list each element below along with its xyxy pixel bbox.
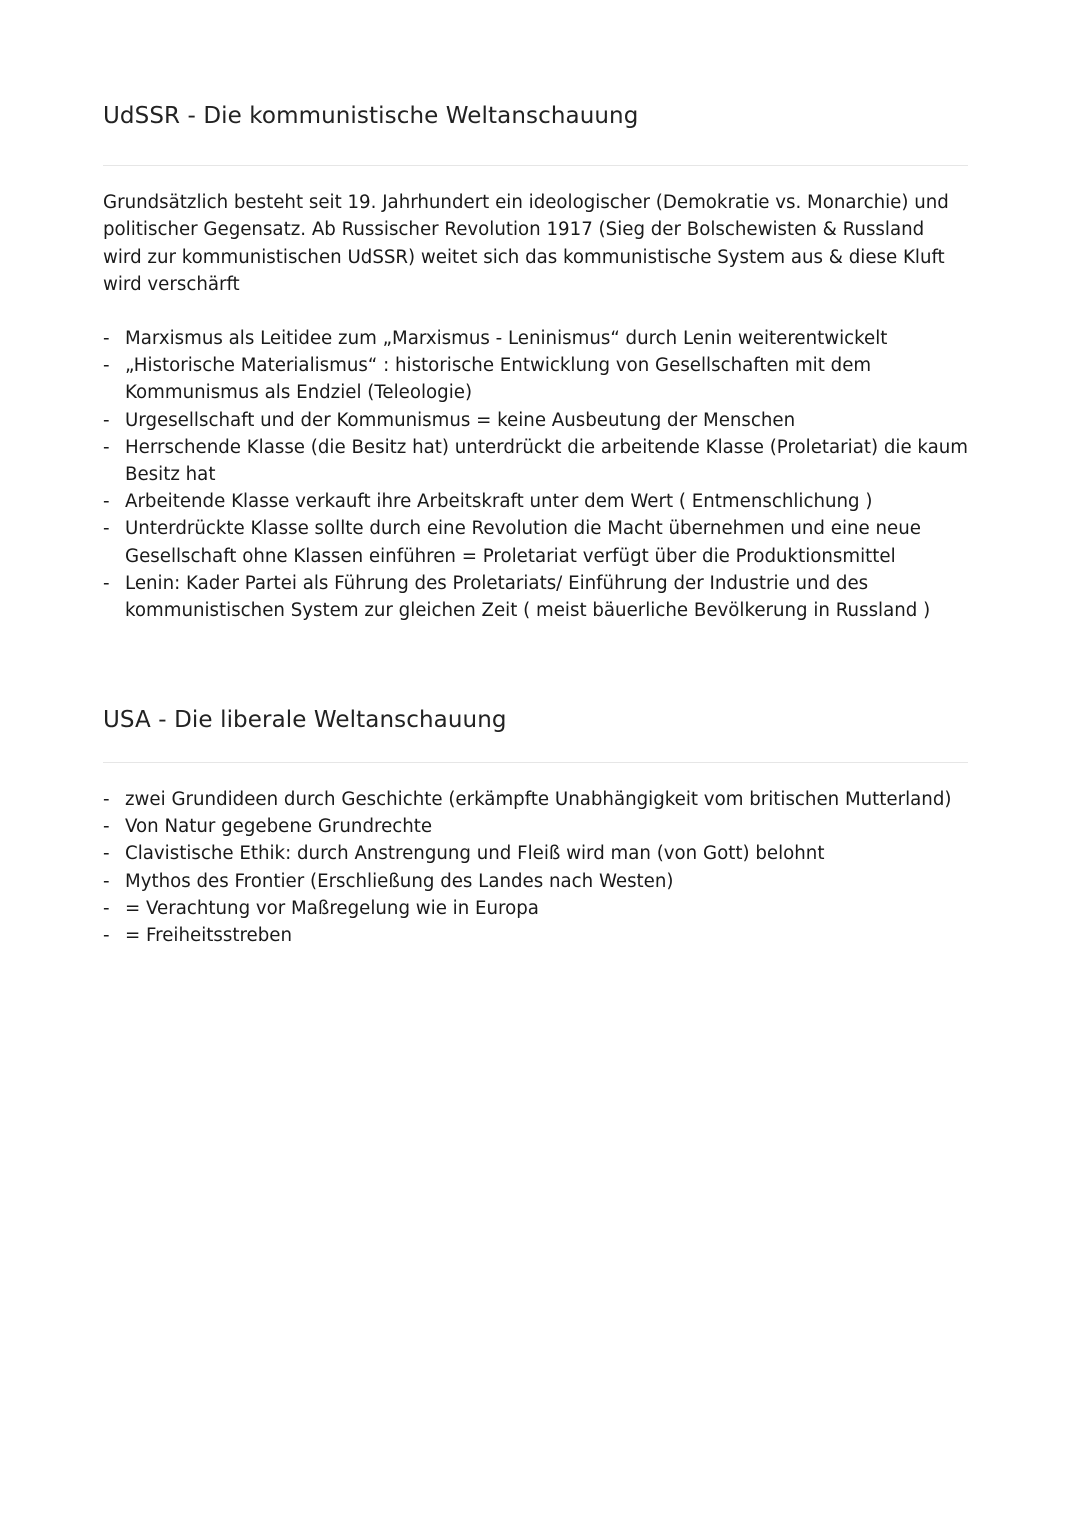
bullet-dash: - (103, 897, 110, 919)
bullet-dash: - (103, 572, 110, 594)
list-item (103, 840, 973, 867)
bullet-list (103, 325, 973, 624)
list-item (103, 352, 973, 406)
list-item (103, 570, 973, 624)
bullet-list (103, 786, 973, 949)
list-item-text: = Verachtung vor Maßregelung wie in Europa (125, 897, 539, 919)
list-item-text: Clavistische Ethik: durch Anstrengung und Fleiß wird man (von Gott) belohnt (125, 843, 825, 865)
intro-paragraph: Grundsätzlich besteht seit 19. Jahrhundert ein ideologischer (Demokratie vs. Monarchie) und politischer Gegensatz. Ab Russischer Revolution 1917 (Sieg der Bolschewisten & Russland wird zur kommunistischen UdSSR) weitet sich das kommunistische System aus & diese Kluft wird verschärft (103, 192, 949, 295)
section-udssr (103, 103, 968, 129)
list-item-text: Von Natur gegebene Grundrechte (125, 816, 433, 838)
section-heading: UdSSR - Die kommunistische Weltanschauung (103, 103, 639, 129)
list-item-text: Urgesellschaft und der Kommunismus = keine Ausbeutung der Menschen (125, 409, 796, 431)
bullet-dash: - (103, 789, 110, 810)
section-usa (103, 707, 968, 733)
bullet-dash: - (103, 870, 110, 892)
bullet-dash: - (103, 409, 110, 431)
bullet-dash: - (103, 355, 110, 377)
list-item-text: „Historische Materialismus“ : historische Entwicklung von Gesellschaften mit dem Kommunismus als Endziel (Teleologie) (125, 355, 872, 404)
list-item (103, 868, 973, 895)
list-item-text: Mythos des Frontier (Erschließung des Landes nach Westen) (125, 870, 674, 892)
list-item-text: = Freiheitsstreben (125, 925, 292, 947)
divider-line (103, 165, 968, 166)
list-item-text: Lenin: Kader Partei als Führung des Proletariats/ Einführung der Industrie und des kommunistischen System zur gleichen Zeit ( meist bäuerliche Bevölkerung in Russland ) (125, 572, 931, 622)
list-item-text: Herrschende Klasse (die Besitz hat) unterdrückt die arbeitende Klasse (Proletariat) die kaum Besitz hat (125, 436, 969, 486)
list-item (103, 325, 973, 352)
bullet-dash: - (103, 436, 110, 458)
section-udssr-body (103, 189, 968, 298)
bullet-dash: - (103, 843, 110, 865)
list-item (103, 922, 973, 949)
list-item (103, 895, 973, 922)
section-udssr-list (103, 325, 973, 624)
divider-line (103, 762, 968, 763)
list-item (103, 488, 973, 515)
list-item-text: Marxismus als Leitidee zum „Marxismus - Leninismus“ durch Lenin weiterentwickelt (125, 328, 888, 349)
list-item (103, 515, 973, 569)
list-item (103, 407, 973, 434)
bullet-dash: - (103, 328, 110, 349)
bullet-dash: - (103, 491, 110, 513)
section-usa-list (103, 786, 973, 949)
list-item-text: Arbeitende Klasse verkauft ihre Arbeitskraft unter dem Wert ( Entmenschlichung ) (125, 491, 873, 513)
list-item-text: zwei Grundideen durch Geschichte (erkämpfte Unabhängigkeit vom britischen Mutterland) (125, 789, 952, 810)
list-item-text: Unterdrückte Klasse sollte durch eine Revolution die Macht übernehmen und eine neue Gesellschaft ohne Klassen einführen = Proletariat verfügt über die Produktionsmittel (125, 518, 921, 567)
bullet-dash: - (103, 816, 110, 838)
bullet-dash: - (103, 925, 110, 947)
list-item (103, 434, 973, 488)
list-item (103, 813, 973, 840)
section-heading: USA - Die liberale Weltanschauung (103, 707, 507, 733)
list-item (103, 786, 973, 813)
bullet-dash: - (103, 518, 110, 540)
